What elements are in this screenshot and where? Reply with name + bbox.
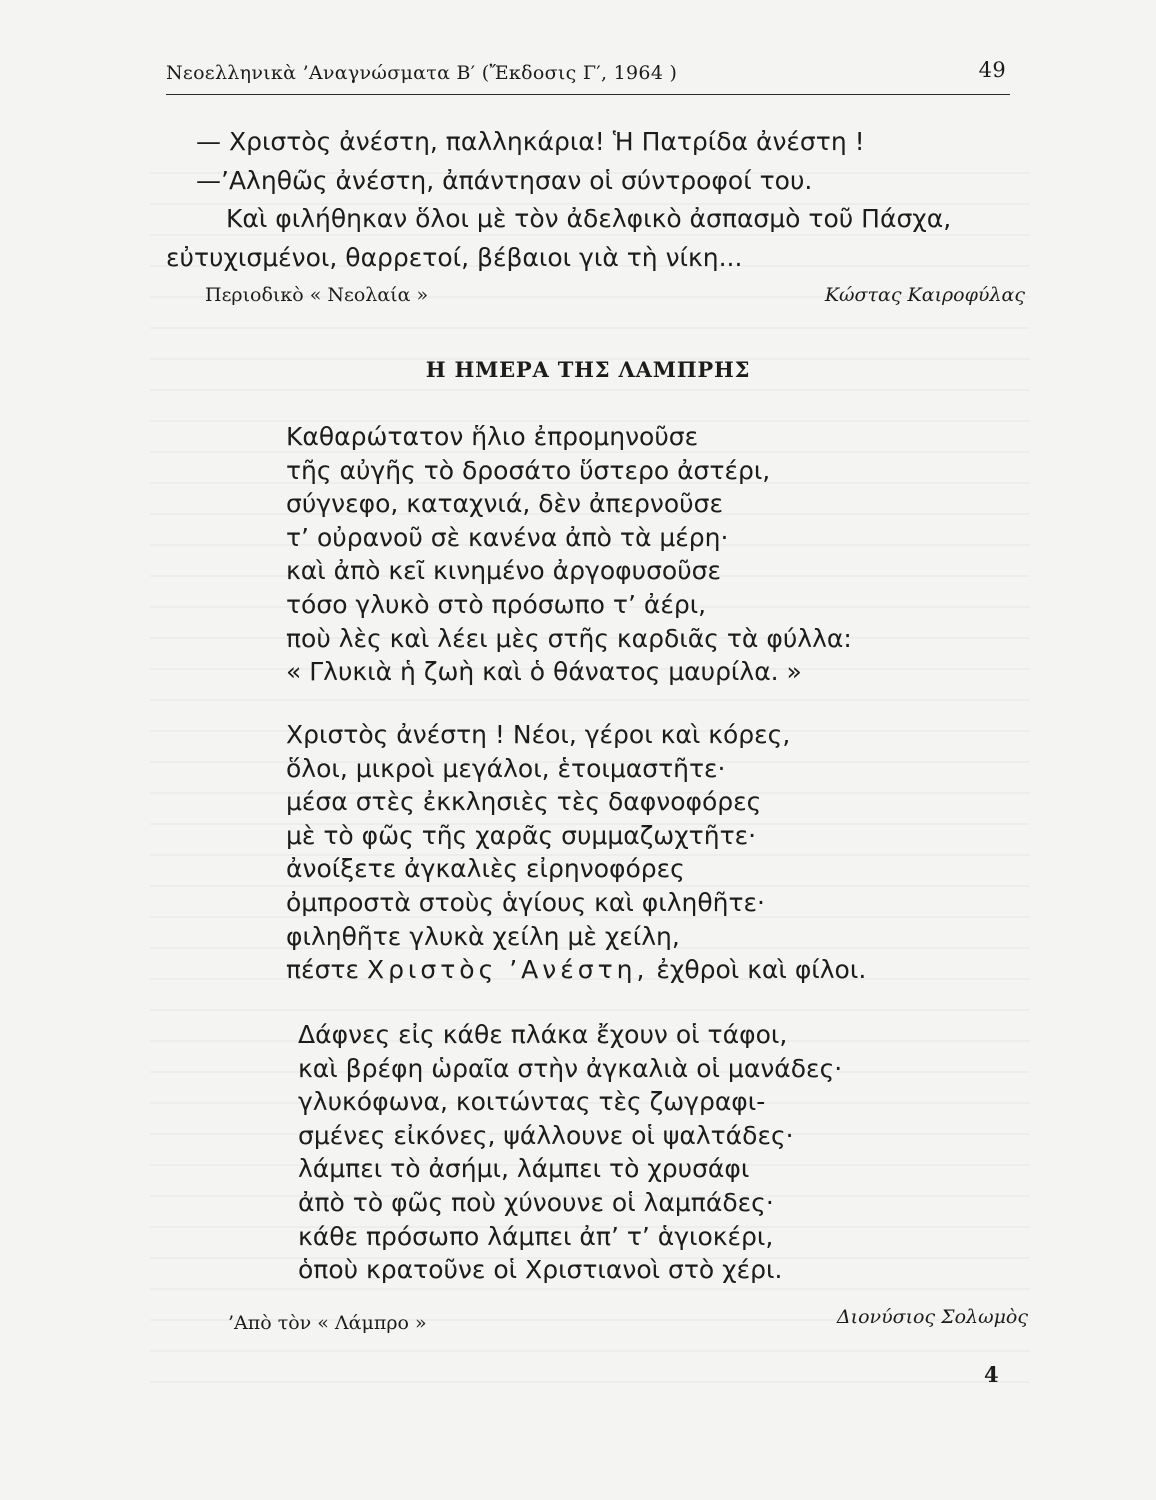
poem-line: ὁποὺ κρατοῦνε οἱ Χριστιανοὶ στὸ χέρι. <box>298 1255 783 1285</box>
poem-line: Χριστὸς ἀνέστη ! Νέοι, γέροι καὶ κόρες, <box>286 720 791 749</box>
poem-line: τ’ οὐρανοῦ σὲ κανένα ἀπὸ τὰ μέρη· <box>286 522 729 552</box>
prose-line: εὐτυχισμένοι, θαρρετοί, βέβαιοι γιὰ τὴ νίκη... <box>166 242 743 272</box>
running-header <box>166 58 1008 84</box>
header-rule <box>166 94 1010 95</box>
signature-mark: 4 <box>984 1362 999 1387</box>
poem-attribution <box>228 1306 1028 1336</box>
opening-prose <box>166 123 1016 277</box>
poem-line-spaced <box>286 953 946 987</box>
poem-title: Η ΗΜΕΡΑ ΤΗΣ ΛΑΜΠΡΗΣ <box>425 357 751 382</box>
poem-line: « Γλυκιὰ ἡ ζωὴ καὶ ὁ θάνατος μαυρίλα. » <box>286 657 802 687</box>
poem-line: καὶ βρέφη ὡραῖα στὴν ἀγκαλιὰ οἱ μανάδες· <box>298 1053 843 1083</box>
poem-source: ’Απὸ τὸν « Λάμπρο » <box>228 1312 427 1334</box>
poem-line: γλυκόφωνα, κοιτώντας τὲς ζωγραφι- <box>298 1087 766 1117</box>
poem-line: Δάφνες εἰς κάθε πλάκα ἔχουν οἱ τάφοι, <box>298 1020 788 1049</box>
poem-line: Καθαρώτατον ἥλιο ἐπρομηνοῦσε <box>286 422 699 451</box>
poem-line: σμένες εἰκόνες, ψάλλουνε οἱ ψαλτάδες· <box>298 1120 794 1150</box>
line-prefix: πέστε <box>286 955 359 985</box>
poem-line: μέσα στὲς ἐκκλησιὲς τὲς δαφνοφόρες <box>286 787 762 817</box>
prose-line: Καὶ φιλήθηκαν ὅλοι μὲ τὸν ἀδελφικὸ ἀσπασμὸ τοῦ Πάσχα, <box>226 204 952 233</box>
poem-stanza-1 <box>286 420 946 689</box>
spaced-phrase: Χριστὸς ’Ανέστη, <box>366 955 649 985</box>
poem-line: κάθε πρόσωπο λάμπει ἀπ’ τ’ ἁγιοκέρι, <box>298 1221 774 1251</box>
poem-line: λάμπει τὸ ἀσήμι, λάμπει τὸ χρυσάφι <box>298 1154 750 1184</box>
poem-line: μὲ τὸ φῶς τῆς χαρᾶς συμμαζωχτῆτε· <box>286 820 757 850</box>
prose-line: —’Αληθῶς ἀνέστη, ἀπάντησαν οἱ σύντροφοί του. <box>196 165 813 195</box>
poem-line: τῆς αὐγῆς τὸ δροσάτο ὕστερο ἀστέρι, <box>286 455 771 485</box>
poem-author: Διονύσιος Σολωμὸς <box>836 1306 1028 1328</box>
prose-line: — Χριστὸς ἀνέστη, παλληκάρια! Ἡ Πατρίδα ἀνέστη ! <box>196 127 865 156</box>
poem-line: φιληθῆτε γλυκὰ χείλη μὲ χείλη, <box>286 921 680 951</box>
page-number: 49 <box>978 58 1006 82</box>
poem-line: τόσο γλυκὸ στὸ πρόσωπο τ’ ἀέρι, <box>286 589 707 619</box>
prose-author: Κώστας Καιροφύλας <box>824 284 1025 306</box>
line-suffix: ἐχθροὶ καὶ φίλοι. <box>656 955 867 985</box>
poem-line: ὀμπροστὰ στοὺς ἁγίους καὶ φιληθῆτε· <box>286 887 765 917</box>
poem-line: ἀνοίξετε ἀγκαλιὲς εἰρηνοφόρες <box>286 854 685 884</box>
poem-line: ποὺ λὲς καὶ λέει μὲς στῆς καρδιᾶς τὰ φύλλα: <box>286 623 852 653</box>
poem-line: καὶ ἀπὸ κεῖ κινημένο ἀργοφυσοῦσε <box>286 556 722 586</box>
prose-attribution <box>205 284 1025 314</box>
running-title: Νεοελληνικὰ ’Αναγνώσματα Β′ (Ἔκδοσις Γ′, 1964 ) <box>166 62 678 84</box>
poem-line: σύγνεφο, καταχνιά, δὲν ἀπερνοῦσε <box>286 489 723 519</box>
poem-line: ἀπὸ τὸ φῶς ποὺ χύνουνε οἱ λαμπάδες· <box>298 1187 774 1217</box>
poem-line: ὅλοι, μικροὶ μεγάλοι, ἑτοιμαστῆτε· <box>286 753 726 783</box>
prose-source: Περιοδικὸ « Νεολαία » <box>205 284 429 306</box>
poem-stanza-2 <box>286 718 946 987</box>
poem-stanza-3 <box>298 1018 958 1287</box>
